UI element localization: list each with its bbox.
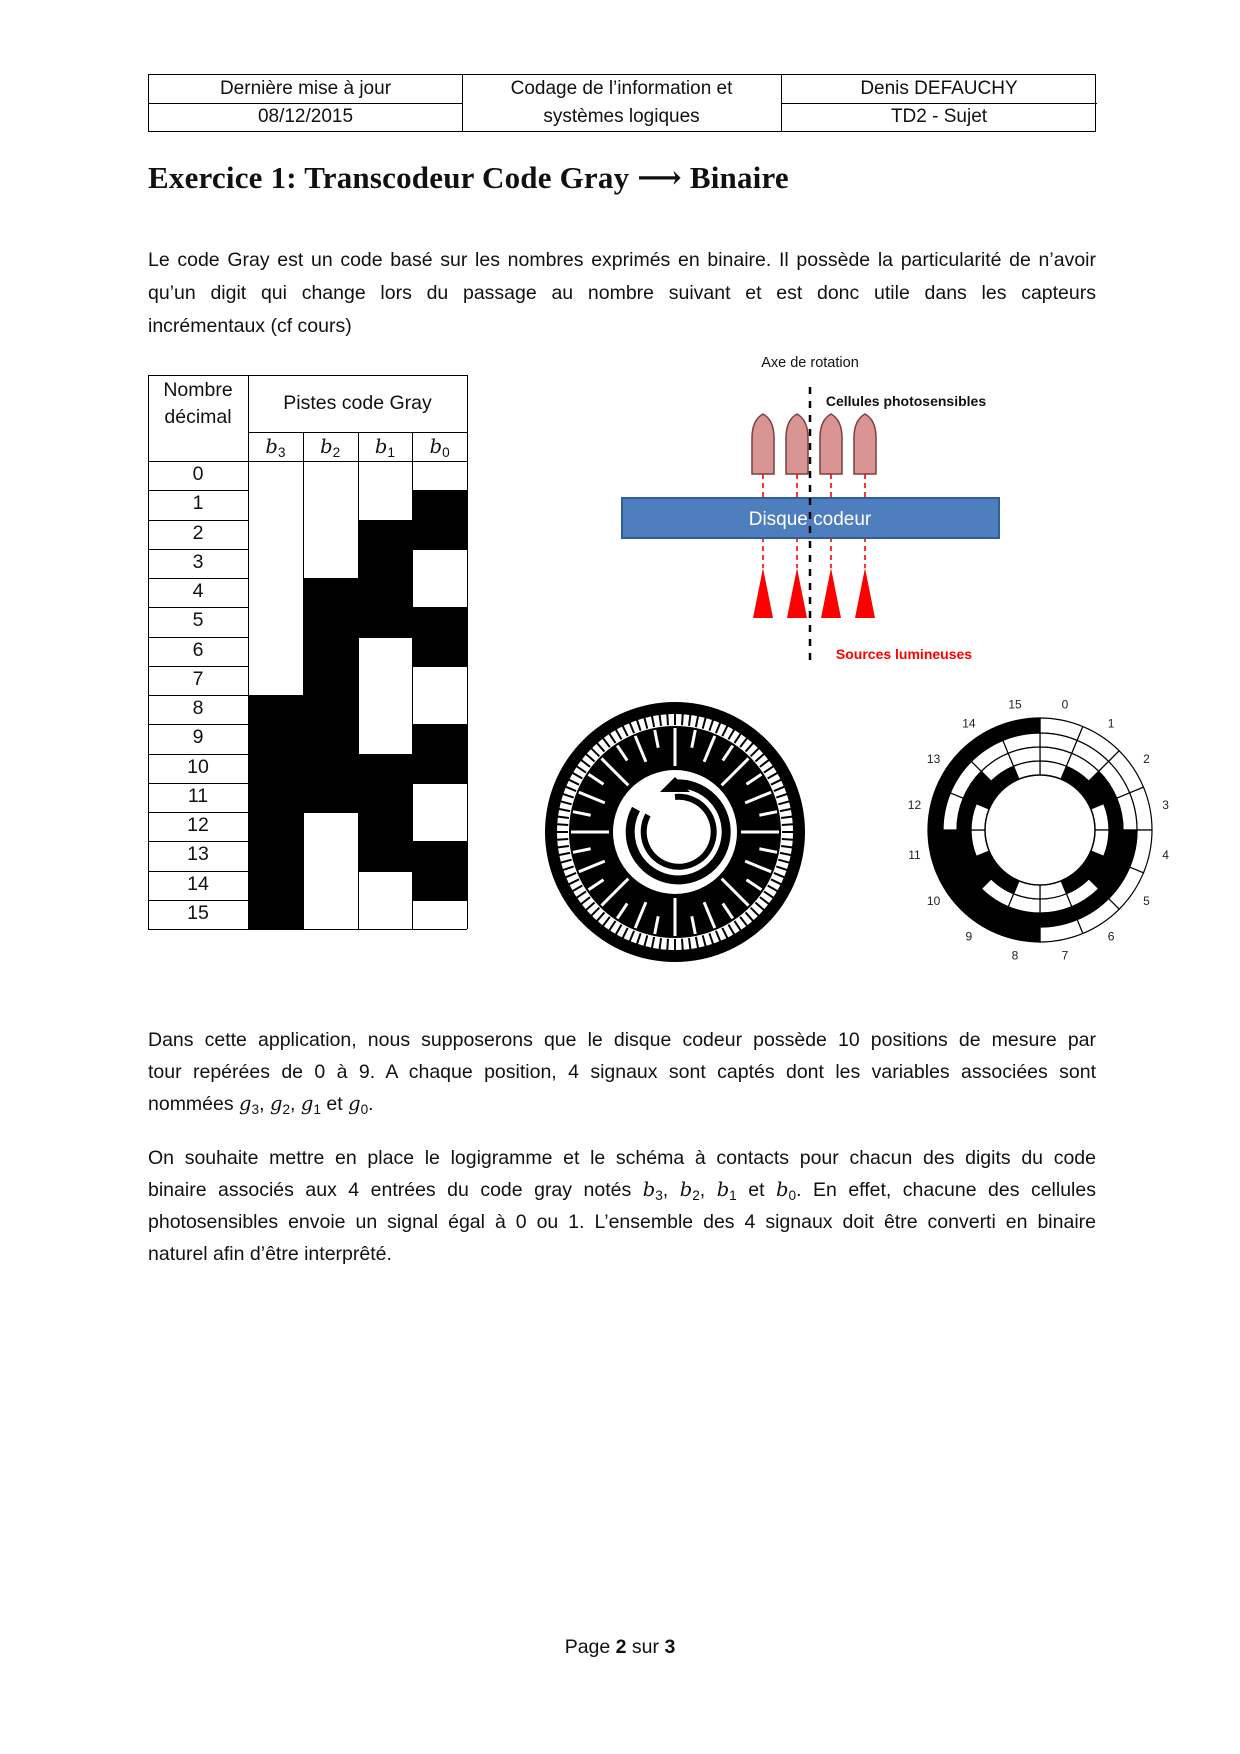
gray-cell-black	[412, 841, 467, 871]
intro-line-2: qu’un digit qui change lors du passage au nombre suivant et est donc utile dans les capteurs	[148, 282, 1096, 304]
svg-text:5: 5	[1143, 894, 1150, 909]
decimal-value: 11	[187, 784, 209, 807]
exercise-title: Exercice 1: Transcodeur Code Gray ⟶ Binaire	[148, 160, 789, 195]
course-title-line1: Codage de l’information et	[510, 78, 733, 99]
axis-label: Axe de rotation	[761, 355, 859, 371]
gray-cell-black	[303, 578, 358, 608]
gray-cell-black	[412, 871, 467, 901]
gray-cell-black	[303, 607, 358, 637]
decimal-value: 14	[187, 872, 209, 895]
light-sources	[753, 568, 875, 618]
col-header-decimal-2: décimal	[164, 406, 232, 428]
svg-text:10: 10	[926, 894, 941, 909]
gray-cell-black	[358, 578, 413, 608]
para3-line-4: naturel afin d’être interprêté.	[148, 1243, 392, 1265]
svg-text:6: 6	[1107, 929, 1115, 944]
light-source-icon	[787, 568, 807, 618]
svg-text:4: 4	[1162, 847, 1169, 862]
gray-cell-black	[248, 783, 303, 813]
gray-cell-black	[248, 754, 303, 784]
para3-line-2: binaire associés aux 4 entrées du code gray notés $b_3$, $b_2$, $b_1$ et $b_0$. En effet, chacune des cellules	[148, 1178, 1096, 1203]
para3-line-1: On souhaite mettre en place le logigramme et le schéma à contacts pour chacun des digits du code	[148, 1147, 1096, 1169]
svg-text:3: 3	[1162, 798, 1169, 813]
para3-line-3: photosensibles envoie un signal égal à 0 ou 1. L’ensemble des 4 signaux doit être converti en binaire	[148, 1211, 1096, 1233]
gray-cell-black	[412, 724, 467, 754]
col-header-decimal-1: Nombre	[163, 379, 233, 401]
gray-cell-black	[303, 695, 358, 725]
optical-encoder-diagram	[600, 350, 1020, 670]
current-page: 2	[615, 1636, 627, 1658]
decimal-value: 13	[187, 843, 209, 866]
light-source-icon	[753, 568, 773, 618]
course-title-line2: systèmes logiques	[543, 106, 700, 127]
svg-text:12: 12	[907, 798, 922, 813]
gray-cell-black	[248, 841, 303, 871]
gray-cell-black	[358, 812, 413, 842]
bit-header: $b_2$	[320, 435, 341, 460]
disk-label: Disque codeur	[748, 509, 872, 530]
gray-cell-black	[248, 871, 303, 901]
decimal-value: 0	[192, 463, 204, 485]
author-name: Denis DEFAUCHY	[860, 78, 1018, 99]
gray-cell-black	[358, 607, 413, 637]
photocell-icon	[786, 414, 808, 474]
gray-code-disk	[900, 690, 1200, 970]
decimal-value: 10	[187, 755, 209, 778]
light-source-icon	[821, 568, 841, 618]
gray-cell-black	[358, 549, 413, 579]
decimal-value: 8	[192, 697, 204, 719]
decimal-value: 5	[192, 609, 204, 632]
gray-cell-black	[358, 841, 413, 871]
absolute-encoder-disk-image	[540, 697, 810, 967]
gray-cell-black	[412, 490, 467, 520]
bit-header: $b_1$	[374, 435, 395, 460]
gray-cell-black	[303, 754, 358, 784]
decimal-value: 2	[192, 521, 204, 544]
para2-line-1: Dans cette application, nous supposerons que le disque codeur possède 10 positions de mesure par	[148, 1029, 1096, 1051]
gray-cell-black	[248, 900, 303, 930]
photocell-icon	[752, 414, 774, 474]
svg-text:15: 15	[1008, 697, 1022, 712]
svg-text:2: 2	[1143, 751, 1150, 766]
gray-cell-black	[358, 754, 413, 784]
decimal-value: 9	[192, 726, 204, 749]
decimal-value: 7	[192, 667, 204, 690]
sources-label: Sources lumineuses	[835, 646, 973, 662]
header-table	[148, 74, 1096, 132]
intro-line-1: Le code Gray est un code basé sur les nombres exprimés en binaire. Il possède la particularité de n’avoir	[148, 249, 1096, 271]
gray-cell-black	[248, 724, 303, 754]
svg-text:11: 11	[908, 847, 921, 862]
gray-cell-black	[358, 520, 413, 550]
gray-cell-black	[248, 812, 303, 842]
cells-label: Cellules photosensibles	[825, 393, 987, 409]
bit-header: $b_0$	[429, 435, 450, 460]
gray-code-table	[148, 375, 467, 929]
gray-cell-black	[303, 724, 358, 754]
decimal-value: 1	[192, 492, 204, 515]
decimal-value: 4	[192, 580, 204, 602]
para2-line-3: nommées $g_3$, $g_2$, $g_1$ et $g_0$.	[148, 1092, 374, 1117]
svg-text:9: 9	[965, 929, 973, 944]
gray-cell-black	[412, 637, 467, 667]
intro-line-3: incrémentaux (cf cours)	[148, 315, 352, 337]
svg-text:0: 0	[1061, 697, 1069, 712]
col-header-gray-tracks: Pistes code Gray	[283, 392, 432, 414]
gray-cell-black	[303, 783, 358, 813]
photocell-icon	[820, 414, 842, 474]
gray-cell-black	[303, 666, 358, 696]
bit-header: $b_3$	[265, 435, 286, 460]
total-pages: 3	[664, 1636, 676, 1658]
decimal-value: 12	[187, 814, 209, 836]
photocell-icon	[854, 414, 876, 474]
decimal-value: 15	[187, 901, 209, 924]
page-footer: Page 2 sur 3	[564, 1636, 676, 1658]
svg-text:7: 7	[1061, 948, 1069, 963]
gray-cell-black	[358, 783, 413, 813]
light-source-icon	[855, 568, 875, 618]
svg-text:13: 13	[926, 751, 941, 766]
document-id: TD2 - Sujet	[890, 106, 988, 127]
gray-cell-black	[248, 695, 303, 725]
gray-cell-black	[412, 607, 467, 637]
photocells	[752, 414, 876, 474]
svg-text:14: 14	[962, 716, 976, 731]
gray-cell-black	[412, 754, 467, 784]
decimal-value: 3	[192, 550, 204, 573]
svg-text:1: 1	[1107, 716, 1115, 731]
last-update-label: Dernière mise à jour	[219, 78, 392, 99]
svg-text:8: 8	[1011, 948, 1019, 963]
gray-cell-black	[412, 520, 467, 550]
para2-line-2: tour repérées de 0 à 9. A chaque position, 4 signaux sont captés dont les variables associées sont	[148, 1061, 1096, 1083]
update-date: 08/12/2015	[257, 106, 354, 127]
decimal-value: 6	[192, 638, 204, 661]
gray-cell-black	[303, 637, 358, 667]
